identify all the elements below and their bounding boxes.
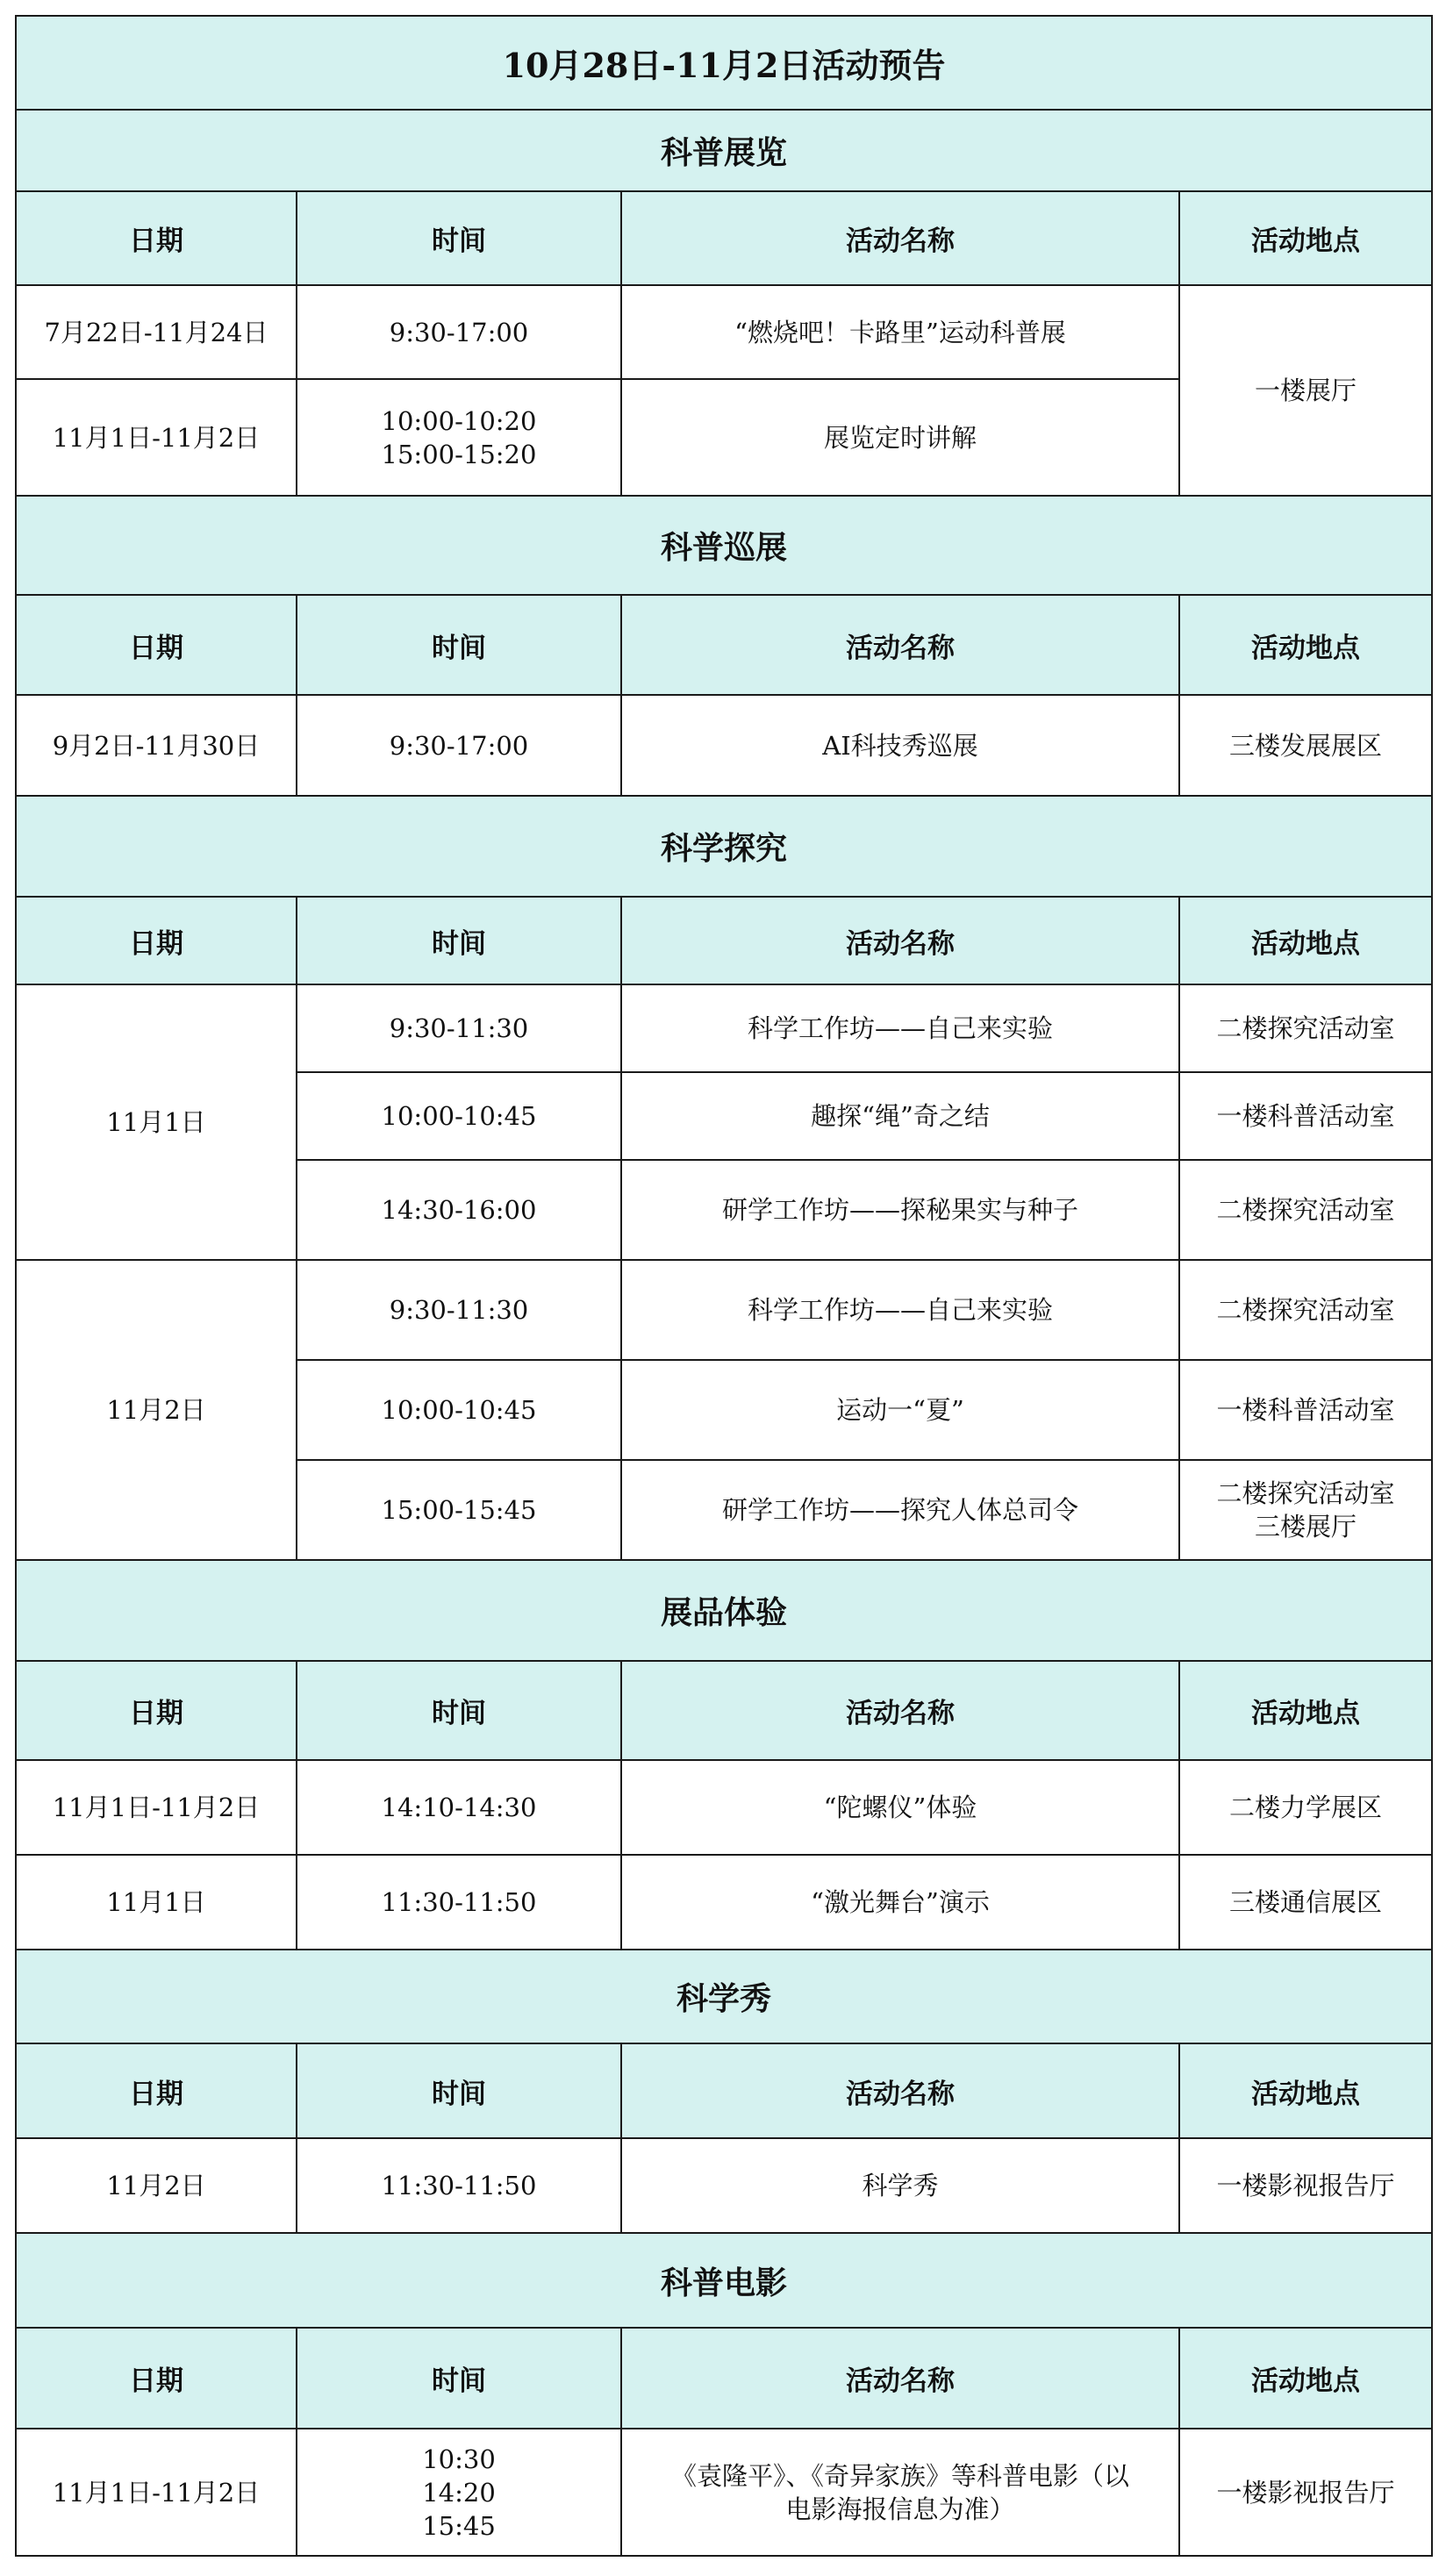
name-line: 电影海报信息为准） — [785, 2494, 1015, 2524]
name-cell — [621, 2429, 1179, 2556]
place-line: 二楼探究活动室 — [1216, 1295, 1395, 1325]
time-line: 15:00-15:20 — [381, 439, 537, 469]
table-row — [16, 984, 1432, 1072]
section-row — [16, 1950, 1432, 2043]
time-line: 9:30-17:00 — [389, 317, 529, 347]
time-cell — [297, 1360, 621, 1460]
name-line: 科学工作坊——自己来实验 — [747, 1295, 1053, 1325]
header-row — [16, 1661, 1432, 1760]
table-row — [16, 2138, 1432, 2233]
time-line: 14:20 — [422, 2477, 496, 2508]
name-cell — [621, 1360, 1179, 1460]
name-line: 趣探“绳”奇之结 — [811, 1101, 990, 1131]
place-cell — [1179, 2429, 1432, 2556]
place-line: 一楼科普活动室 — [1216, 1101, 1395, 1131]
col-header-place: 活动地点 — [1179, 897, 1432, 984]
col-header-date: 日期 — [16, 2043, 297, 2138]
place-line: 一楼科普活动室 — [1216, 1395, 1395, 1425]
header-row — [16, 2328, 1432, 2429]
time-cell — [297, 285, 621, 379]
time-line: 11:30-11:50 — [381, 2171, 537, 2200]
section-title: 科普展览 — [16, 110, 1432, 191]
place-cell — [1179, 1160, 1432, 1260]
col-header-name: 活动名称 — [621, 2328, 1179, 2429]
table-row — [16, 1260, 1432, 1360]
place-cell — [1179, 1360, 1432, 1460]
place-cell — [1179, 2138, 1432, 2233]
date-cell: 11月2日 — [16, 2138, 297, 2233]
time-cell — [297, 1760, 621, 1855]
header-row — [16, 897, 1432, 984]
time-line: 9:30-11:30 — [389, 1013, 529, 1043]
col-header-place: 活动地点 — [1179, 2328, 1432, 2429]
name-cell — [621, 1855, 1179, 1950]
col-header-time: 时间 — [297, 191, 621, 285]
time-cell — [297, 2429, 621, 2556]
time-cell — [297, 984, 621, 1072]
name-line: 展览定时讲解 — [823, 422, 977, 453]
time-line: 10:00-10:45 — [381, 1101, 537, 1131]
time-cell — [297, 1160, 621, 1260]
section-row — [16, 796, 1432, 897]
section-row — [16, 1560, 1432, 1661]
col-header-place: 活动地点 — [1179, 191, 1432, 285]
place-cell — [1179, 1855, 1432, 1950]
col-header-date: 日期 — [16, 1661, 297, 1760]
time-cell — [297, 2138, 621, 2233]
place-line: 一楼影视报告厅 — [1216, 2477, 1395, 2508]
place-cell — [1179, 285, 1432, 496]
page-title: 10月28日-11月2日活动预告 — [16, 16, 1432, 110]
section-title: 科学秀 — [16, 1950, 1432, 2043]
col-header-date: 日期 — [16, 2328, 297, 2429]
table-row — [16, 2429, 1432, 2556]
time-line: 15:45 — [422, 2510, 496, 2541]
place-cell — [1179, 1460, 1432, 1560]
col-header-name: 活动名称 — [621, 191, 1179, 285]
name-cell — [621, 1460, 1179, 1560]
place-line: 一楼影视报告厅 — [1216, 2171, 1395, 2200]
table-row — [16, 1760, 1432, 1855]
name-cell — [621, 1072, 1179, 1160]
time-cell — [297, 1260, 621, 1360]
date-cell: 11月1日-11月2日 — [16, 2429, 297, 2556]
name-line: 研学工作坊——探秘果实与种子 — [721, 1195, 1078, 1225]
name-cell — [621, 2138, 1179, 2233]
name-cell — [621, 1760, 1179, 1855]
place-line: 二楼探究活动室 — [1216, 1478, 1395, 1508]
col-header-place: 活动地点 — [1179, 595, 1432, 695]
time-line: 14:10-14:30 — [381, 1792, 537, 1822]
place-line: 一楼展厅 — [1255, 376, 1357, 405]
col-header-time: 时间 — [297, 897, 621, 984]
place-cell — [1179, 984, 1432, 1072]
name-cell — [621, 285, 1179, 379]
name-cell — [621, 1160, 1179, 1260]
col-header-place: 活动地点 — [1179, 2043, 1432, 2138]
name-cell — [621, 984, 1179, 1072]
name-line: 《袁隆平》、《奇异家族》等科普电影（以 — [670, 2460, 1129, 2491]
place-line: 三楼发展展区 — [1229, 730, 1383, 761]
schedule-table — [15, 15, 1433, 2557]
col-header-time: 时间 — [297, 1661, 621, 1760]
col-header-name: 活动名称 — [621, 2043, 1179, 2138]
col-header-date: 日期 — [16, 191, 297, 285]
section-title: 科普巡展 — [16, 496, 1432, 595]
table-row — [16, 695, 1432, 796]
time-line: 11:30-11:50 — [381, 1887, 537, 1917]
place-line: 二楼探究活动室 — [1216, 1013, 1395, 1043]
name-line: “激光舞台”演示 — [811, 1887, 990, 1917]
date-cell: 11月1日 — [16, 1855, 297, 1950]
time-cell — [297, 1072, 621, 1160]
name-line: 科学秀 — [862, 2171, 939, 2200]
col-header-name: 活动名称 — [621, 595, 1179, 695]
time-line: 10:00-10:45 — [381, 1395, 537, 1425]
time-cell — [297, 1855, 621, 1950]
time-line: 10:00-10:20 — [381, 405, 537, 436]
time-line: 10:30 — [422, 2444, 496, 2474]
place-line: 二楼力学展区 — [1229, 1792, 1383, 1822]
table-row — [16, 285, 1432, 379]
time-cell — [297, 1460, 621, 1560]
time-line: 9:30-17:00 — [389, 730, 529, 761]
col-header-time: 时间 — [297, 595, 621, 695]
place-cell — [1179, 1260, 1432, 1360]
place-line: 三楼通信展区 — [1229, 1887, 1383, 1917]
name-line: “燃烧吧！卡路里”运动科普展 — [734, 317, 1066, 347]
section-title: 展品体验 — [16, 1560, 1432, 1661]
date-cell: 11月2日 — [16, 1260, 297, 1560]
place-cell — [1179, 695, 1432, 796]
col-header-name: 活动名称 — [621, 1661, 1179, 1760]
name-line: “陀螺仪”体验 — [823, 1792, 977, 1822]
name-line: 运动一“夏” — [836, 1395, 964, 1425]
place-line: 三楼展厅 — [1255, 1512, 1357, 1542]
name-cell — [621, 379, 1179, 496]
col-header-date: 日期 — [16, 595, 297, 695]
name-line: AI科技秀巡展 — [822, 730, 978, 761]
section-row — [16, 110, 1432, 191]
date-cell: 11月1日-11月2日 — [16, 379, 297, 496]
date-cell: 7月22日-11月24日 — [16, 285, 297, 379]
col-header-name: 活动名称 — [621, 897, 1179, 984]
header-row — [16, 595, 1432, 695]
section-title: 科学探究 — [16, 796, 1432, 897]
date-cell: 11月1日-11月2日 — [16, 1760, 297, 1855]
time-line: 15:00-15:45 — [381, 1495, 537, 1525]
name-line: 科学工作坊——自己来实验 — [747, 1013, 1053, 1043]
table-row — [16, 1855, 1432, 1950]
col-header-date: 日期 — [16, 897, 297, 984]
place-cell — [1179, 1760, 1432, 1855]
header-row — [16, 191, 1432, 285]
header-row — [16, 2043, 1432, 2138]
col-header-place: 活动地点 — [1179, 1661, 1432, 1760]
section-title: 科普电影 — [16, 2233, 1432, 2328]
title-row — [16, 16, 1432, 110]
time-line: 9:30-11:30 — [389, 1295, 529, 1325]
time-line: 14:30-16:00 — [381, 1195, 537, 1225]
col-header-time: 时间 — [297, 2043, 621, 2138]
section-row — [16, 2233, 1432, 2328]
date-cell: 9月2日-11月30日 — [16, 695, 297, 796]
name-cell — [621, 695, 1179, 796]
date-cell: 11月1日 — [16, 984, 297, 1260]
name-line: 研学工作坊——探究人体总司令 — [721, 1495, 1078, 1525]
section-row — [16, 496, 1432, 595]
col-header-time: 时间 — [297, 2328, 621, 2429]
place-line: 二楼探究活动室 — [1216, 1195, 1395, 1225]
time-cell — [297, 695, 621, 796]
place-cell — [1179, 1072, 1432, 1160]
time-cell — [297, 379, 621, 496]
name-cell — [621, 1260, 1179, 1360]
